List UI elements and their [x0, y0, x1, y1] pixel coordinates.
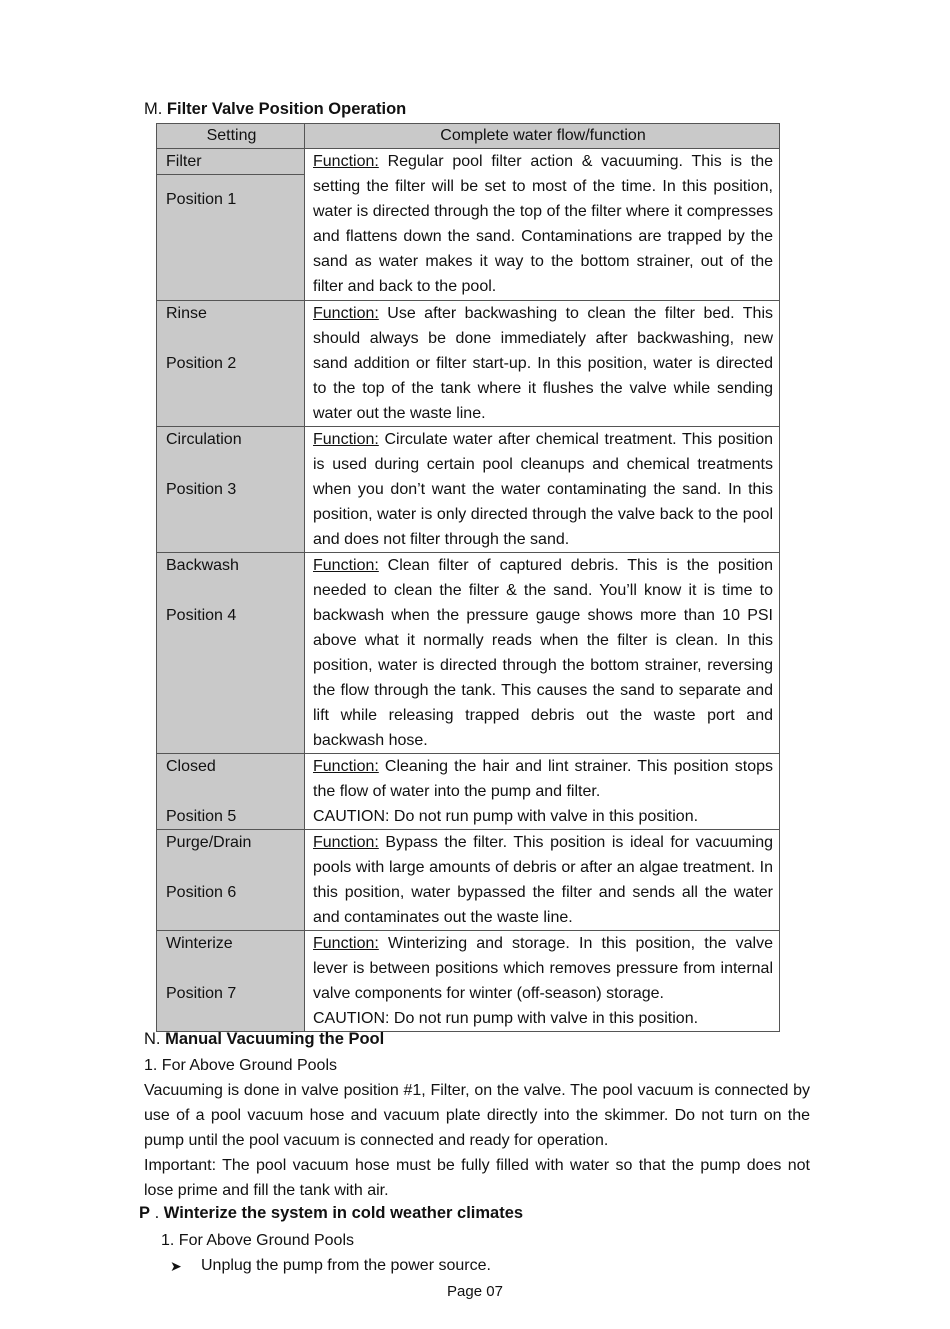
table-header-setting: Setting — [157, 124, 305, 149]
section-p-subheading: 1. For Above Ground Pools — [161, 1232, 354, 1249]
section-n-paragraph-1: Vacuuming is done in valve position #1, Filter, on the valve. The pool vacuum is connected by use of a pool vacuum hose and vacuum plate directly into the skimmer. Do not turn on the pump until the pool vacuum is connected and ready for operation. — [144, 1082, 810, 1149]
section-n-title: Manual Vacuuming the Pool — [165, 1030, 385, 1048]
function-label: Function: — [313, 305, 379, 322]
function-desc: Bypass the filter. This position is ideal for vacuuming pools with large amounts of debris or after an algae treatment. In this position, water bypassed the filter and sends all the water and contaminates out the waste line. — [313, 834, 773, 926]
table-header-function: Complete water flow/function — [305, 124, 780, 149]
table-row — [157, 830, 780, 931]
setting-name: Backwash — [166, 557, 239, 574]
table-header-row — [157, 124, 780, 149]
page-number: Page 07 — [447, 1283, 503, 1300]
function-label: Function: — [313, 935, 379, 952]
setting-filter: Filter — [157, 149, 305, 175]
function-desc: Winterizing and storage. In this position, the valve lever is between positions which removes pressure from internal valve components for winter (off-season) storage. — [313, 935, 773, 1002]
function-desc: Regular pool filter action & vacuuming. This is the setting the filter will be set to most of the time. In this position, water is directed through the top of the filter where it compresses and flattens down the sand. Contaminations are trapped by the sand as water makes it way to the bottom strainer, out of the filter and back to the pool. — [313, 153, 773, 295]
setting-name: Purge/Drain — [166, 834, 252, 851]
section-p-heading: P . Winterize the system in cold weather climates — [139, 1204, 524, 1222]
caution-text: CAUTION: Do not run pump with valve in this position. — [313, 808, 699, 825]
position-label: Position 5 — [166, 808, 237, 825]
function-label: Function: — [313, 431, 379, 448]
function-desc: Cleaning the hair and lint strainer. This position stops the flow of water into the pump and filter. — [313, 758, 774, 800]
section-m-heading: M. Filter Valve Position Operation — [144, 100, 407, 118]
function-cell-purge-drain — [305, 830, 780, 931]
position-label: Position 6 — [166, 884, 237, 901]
function-desc: Circulate water after chemical treatment. This position is used during certain pool cleanups and chemical treatments when you don’t want the water contaminating the sand. In this position, water is only directed through the valve back to the pool and does not filter through the sand. — [313, 431, 773, 548]
function-cell-closed — [305, 754, 780, 830]
position-label: Position 2 — [166, 355, 237, 372]
setting-name: Closed — [166, 758, 216, 775]
position-label: Position 4 — [166, 607, 237, 624]
function-label: Function: — [313, 557, 379, 574]
setting-winterize — [157, 931, 305, 1032]
table-row — [157, 427, 780, 553]
function-desc: Clean filter of captured debris. This is the position needed to clean the filter & the sand. You’ll know it is time to backwash when the pressure gauge shows more than 10 PSI above what it normally reads when the filter is clean. In this position, water is directed through the bottom strainer, reversing the flow through the tank. This causes the sand to separate and lift while releasing trapped debris out the waste port and backwash hose. — [313, 557, 774, 749]
caution-text: CAUTION: Do not run pump with valve in this position. — [313, 1010, 699, 1027]
function-cell-circulation — [305, 427, 780, 553]
setting-name: Winterize — [166, 935, 233, 952]
table-row — [157, 301, 780, 427]
setting-circulation — [157, 427, 305, 553]
section-n-heading: N. Manual Vacuuming the Pool — [144, 1030, 385, 1048]
setting-name: Circulation — [166, 431, 242, 448]
filter-valve-table — [156, 123, 780, 1032]
position-label: Position 3 — [166, 481, 237, 498]
table-row — [157, 553, 780, 754]
setting-purge-drain — [157, 830, 305, 931]
function-label: Function: — [313, 834, 379, 851]
function-cell-winterize — [305, 931, 780, 1032]
setting-name: Rinse — [166, 305, 207, 322]
table-row — [157, 754, 780, 830]
section-m-title: Filter Valve Position Operation — [166, 100, 407, 118]
table-row — [157, 931, 780, 1032]
section-n-paragraph-2: Important: The pool vacuum hose must be fully filled with water so that the pump does not lose prime and fill the tank with air. — [144, 1157, 810, 1199]
section-n-subheading: 1. For Above Ground Pools — [144, 1057, 337, 1074]
section-m-letter: M — [144, 100, 158, 118]
function-label: Function: — [313, 153, 379, 170]
function-cell-backwash — [305, 553, 780, 754]
arrow-bullet-icon: ➤ — [170, 1258, 182, 1274]
function-desc: Use after backwashing to clean the filter bed. This should always be done immediately after backwashing, new sand addition or filter start-up. In this position, water is directed to the top of the tank where it flushes the valve while sending water out the waste line. — [313, 305, 773, 422]
setting-position-1 — [157, 175, 305, 301]
table-row — [157, 149, 780, 175]
section-p-letter: P — [139, 1204, 151, 1222]
function-cell-filter — [305, 149, 780, 301]
position-label: Position 1 — [166, 191, 237, 208]
function-cell-rinse — [305, 301, 780, 427]
section-n-letter: N — [144, 1030, 156, 1048]
section-p-bullet-text: Unplug the pump from the power source. — [201, 1257, 491, 1274]
section-p-title: Winterize the system in cold weather climates — [163, 1204, 524, 1222]
function-label: Function: — [313, 758, 379, 775]
setting-closed — [157, 754, 305, 830]
setting-backwash — [157, 553, 305, 754]
setting-rinse — [157, 301, 305, 427]
position-label: Position 7 — [166, 985, 237, 1002]
